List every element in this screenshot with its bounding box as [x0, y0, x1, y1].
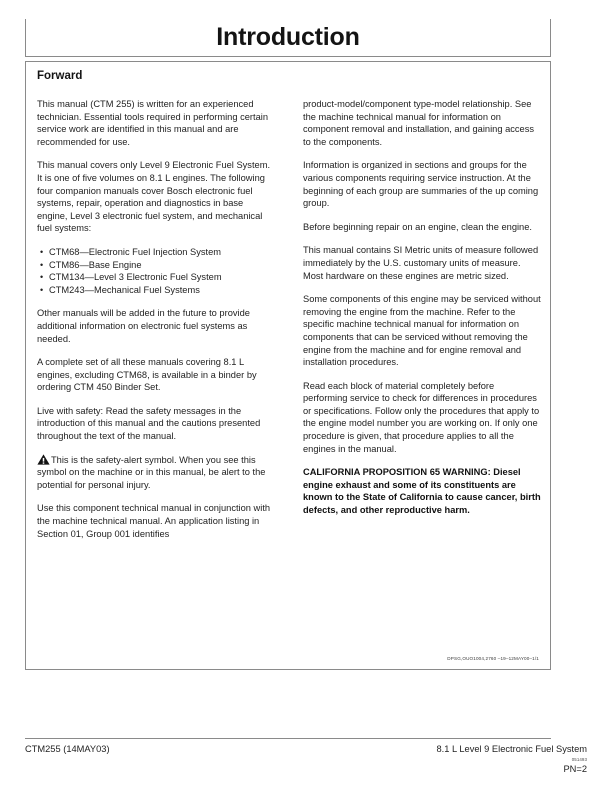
safety-alert-paragraph	[37, 454, 275, 492]
companion-manual-list	[37, 246, 275, 296]
paragraph: A complete set of all these manuals covering 8.1 L engines, excluding CTM68, is available in a binder by ordering CTM 450 Binder Set.	[37, 357, 257, 393]
list-item: • CTM68—Electronic Fuel Injection System	[49, 246, 275, 259]
left-column	[37, 98, 275, 551]
footer-divider	[25, 738, 551, 739]
paragraph: This manual (CTM 255) is written for an experienced technician. Essential tools required in performing certain service work are identified in this manual and are recommended for use.	[37, 99, 268, 147]
california-proposition-warning: CALIFORNIA PROPOSITION 65 WARNING: Diesel engine exhaust and some of its constituents are known to the State of California to cause cancer, birth defects, and other reproductive harm.	[303, 467, 541, 516]
list-item: • CTM86—Base Engine	[49, 259, 275, 272]
paragraph: Before beginning repair on an engine, clean the engine.	[303, 221, 532, 232]
paragraph: Information is organized in sections and groups for the various components requiring service instruction. At the beginning of each group are summaries of the up coming group.	[303, 160, 539, 209]
page-title: Introduction	[216, 23, 360, 51]
list-item: • CTM134—Level 3 Electronic Fuel System	[49, 271, 275, 284]
paragraph: Other manuals will be added in the future to provide additional information on electronic fuel systems as needed.	[37, 308, 250, 344]
two-column-body	[37, 98, 541, 551]
content-frame	[25, 61, 551, 670]
footer-page-number: PN=2	[563, 764, 587, 774]
safety-alert-text: This is the safety-alert symbol. When you see this symbol on the machine or in this manual, be alert to the potential for personal injury.	[37, 454, 266, 490]
paragraph: This manual contains SI Metric units of measure followed immediately by the U.S. customary units of measure. Most hardware on these engines are metric sized.	[303, 245, 539, 281]
list-item: • CTM243—Mechanical Fuel Systems	[49, 284, 275, 297]
safety-alert-triangle-icon	[37, 454, 50, 465]
title-banner	[25, 19, 551, 57]
footer-manual-id: CTM255 (14MAY03)	[25, 744, 110, 754]
paragraph: product-model/component type-model relationship. See the machine technical manual for information on component removal and installation, and gaining access to the components.	[303, 99, 535, 147]
footer-manual-title: 8.1 L Level 9 Electronic Fuel System	[436, 744, 587, 754]
footer-small-code: 051493	[571, 757, 587, 762]
right-column	[303, 98, 541, 551]
reference-code: DPSG,OUO1004,2760 –19–12MAY00–1/1	[447, 656, 539, 661]
paragraph: This manual covers only Level 9 Electronic Fuel System. It is one of five volumes on 8.1 L engines. The following four companion manuals cover Bosch electronic fuel systems, repair, operation and diagnostics in base engine, Level 3 electronic fuel system, and mechanical fuel systems:	[37, 160, 271, 234]
paragraph: Use this component technical manual in conjunction with the machine technical manual. An application listing in Section 01, Group 001 identifies	[37, 503, 271, 539]
paragraph: Some components of this engine may be serviced without removing the engine from the machine. Refer to the specific machine technical manual for information on components that can be serviced without removing the engine from the machine and for engine removal and installation procedures.	[303, 294, 541, 368]
paragraph: Read each block of material completely before performing service to check for differences in procedures or specifications. Follow only the procedures that apply to the engine model number you are working on. If only one procedure is given, that procedure applies to all the engines in the manual.	[303, 380, 540, 454]
paragraph: Live with safety: Read the safety messages in the introduction of this manual and the cautions presented throughout the text of the manual.	[37, 405, 261, 442]
section-heading: Forward	[37, 70, 83, 82]
